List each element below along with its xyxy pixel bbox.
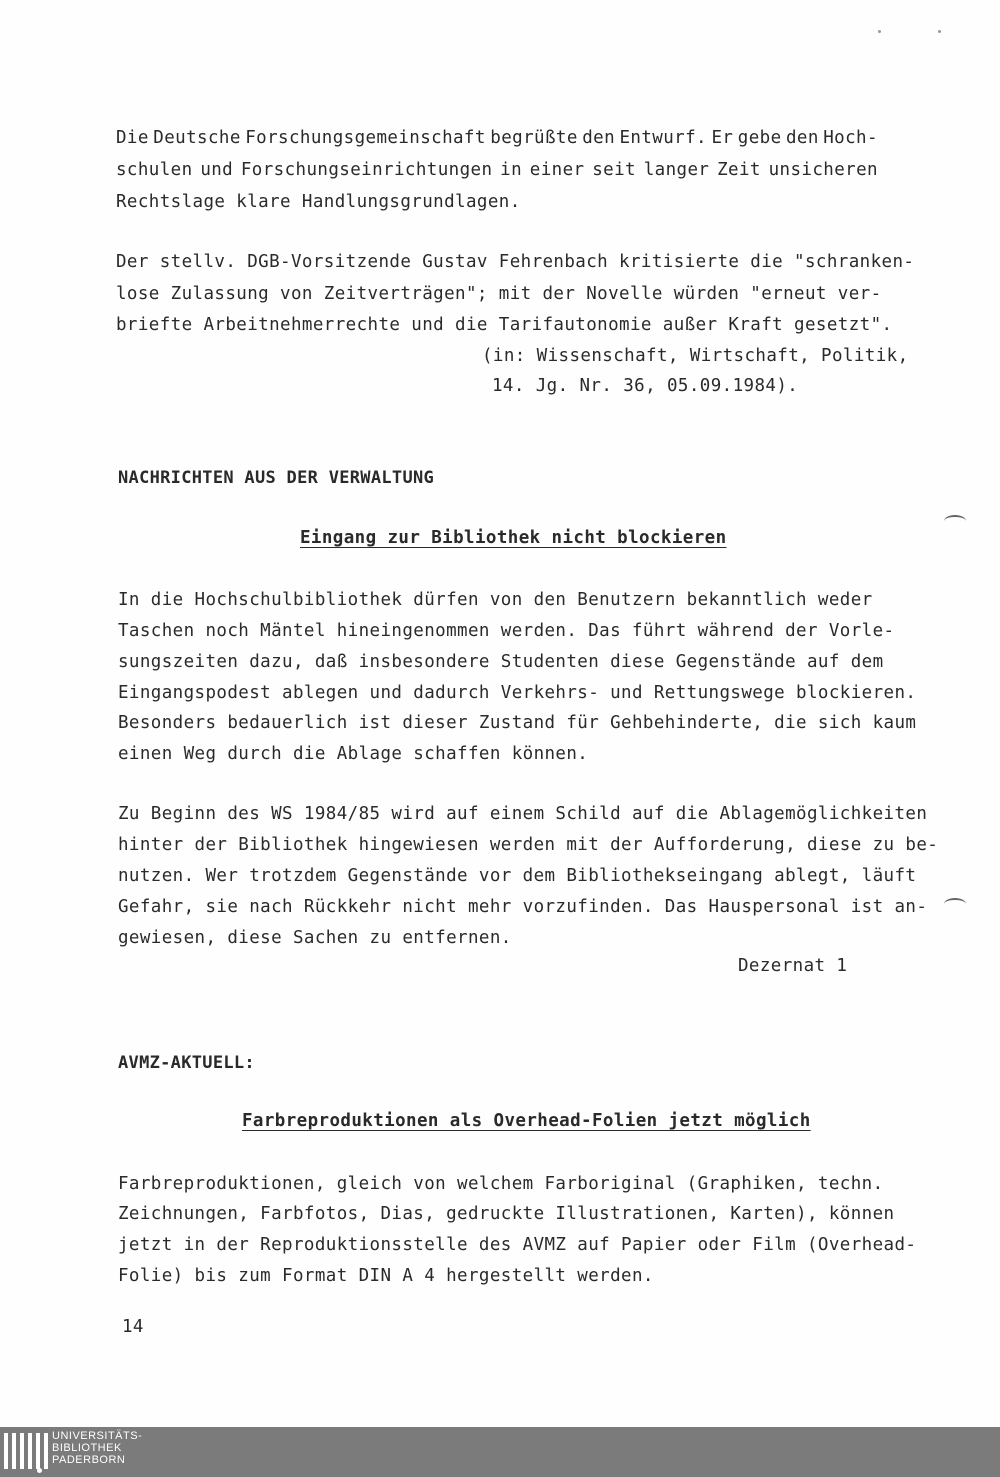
paragraph-3-line-2: Taschen noch Mäntel hineingenommen werden. Das führt während der Vorle- — [118, 621, 895, 641]
scan-dust-dot — [938, 30, 941, 33]
paragraph-4-line-4: Gefahr, sie nach Rückkehr nicht mehr vorzufinden. Das Hauspersonal ist an- — [118, 897, 928, 917]
section-heading-avmz: AVMZ-AKTUELL: — [118, 1053, 255, 1073]
paragraph-2-line-3: briefte Arbeitnehmerrechte und die Tarifautonomie außer Kraft gesetzt". — [116, 315, 893, 335]
library-footer-bar — [0, 1427, 1000, 1477]
paragraph-3-line-1: In die Hochschulbibliothek dürfen von den Benutzern bekanntlich weder — [118, 590, 873, 610]
paragraph-5-line-1: Farbreproduktionen, gleich von welchem Farboriginal (Graphiken, techn. — [118, 1174, 884, 1194]
paragraph-4-line-1: Zu Beginn des WS 1984/85 wird auf einem Schild auf die Ablagemöglichkeiten — [118, 804, 928, 824]
library-name-line-3: PADERBORN — [52, 1454, 126, 1466]
paragraph-3-line-6: einen Weg durch die Ablage schaffen können. — [118, 744, 589, 764]
scan-dust-dot — [878, 30, 881, 33]
paragraph-5-line-2: Zeichnungen, Farbfotos, Dias, gedruckte Illustrationen, Karten), können — [118, 1204, 895, 1224]
library-logo-dot — [37, 1468, 42, 1473]
paragraph-3-line-4: Eingangspodest ablegen und dadurch Verkehrs- und Rettungswege blockieren. — [118, 683, 917, 703]
paragraph-4-line-3: nutzen. Wer trotzdem Gegenstände vor dem Bibliothekseingang ablegt, läuft — [118, 866, 917, 886]
library-name-line-1: UNIVERSITÄTS- — [52, 1430, 143, 1442]
paragraph-1-line-3: Rechtslage klare Handlungsgrundlagen. — [116, 192, 521, 212]
library-name-line-2: BIBLIOTHEK — [52, 1442, 122, 1454]
paragraph-2-line-2: lose Zulassung von Zeitverträgen"; mit der Novelle würden "erneut ver- — [116, 284, 882, 304]
signature-dezernat: Dezernat 1 — [738, 956, 848, 976]
paragraph-1-line-1: Die Deutsche Forschungsgemeinschaft begrüßte den Entwurf. Er gebe den Hoch- — [116, 128, 878, 148]
subheading-bibliothek: Eingang zur Bibliothek nicht blockieren — [300, 528, 727, 548]
binding-hole-mark-top — [944, 515, 966, 527]
binding-hole-mark-bottom — [944, 898, 966, 910]
paragraph-3-line-5: Besonders bedauerlich ist dieser Zustand für Gehbehinderte, die sich kaum — [118, 713, 917, 733]
paragraph-1-line-2: schulen und Forschungseinrichtungen in einer seit langer Zeit unsicheren — [116, 160, 878, 180]
section-heading-verwaltung: NACHRICHTEN AUS DER VERWALTUNG — [118, 468, 435, 488]
paragraph-4-line-2: hinter der Bibliothek hingewiesen werden mit der Aufforderung, diese zu be- — [118, 835, 939, 855]
subheading-farbreproduktionen: Farbreproduktionen als Overhead-Folien jetzt möglich — [242, 1111, 811, 1131]
paragraph-5-line-4: Folie) bis zum Format DIN A 4 hergestellt werden. — [118, 1266, 654, 1286]
library-name — [52, 1430, 142, 1466]
paragraph-2-line-1: Der stellv. DGB-Vorsitzende Gustav Fehrenbach kritisierte die "schranken- — [116, 252, 915, 272]
citation-line-2: 14. Jg. Nr. 36, 05.09.1984). — [492, 376, 799, 396]
page-number: 14 — [122, 1317, 144, 1337]
citation-line-1: (in: Wissenschaft, Wirtschaft, Politik, — [482, 346, 909, 366]
paragraph-3-line-3: sungszeiten dazu, daß insbesondere Studenten diese Gegenstände auf dem — [118, 652, 884, 672]
library-logo-icon — [4, 1433, 48, 1469]
paragraph-5-line-3: jetzt in der Reproduktionsstelle des AVMZ auf Papier oder Film (Overhead- — [118, 1235, 917, 1255]
paragraph-4-line-5: gewiesen, diese Sachen zu entfernen. — [118, 928, 512, 948]
